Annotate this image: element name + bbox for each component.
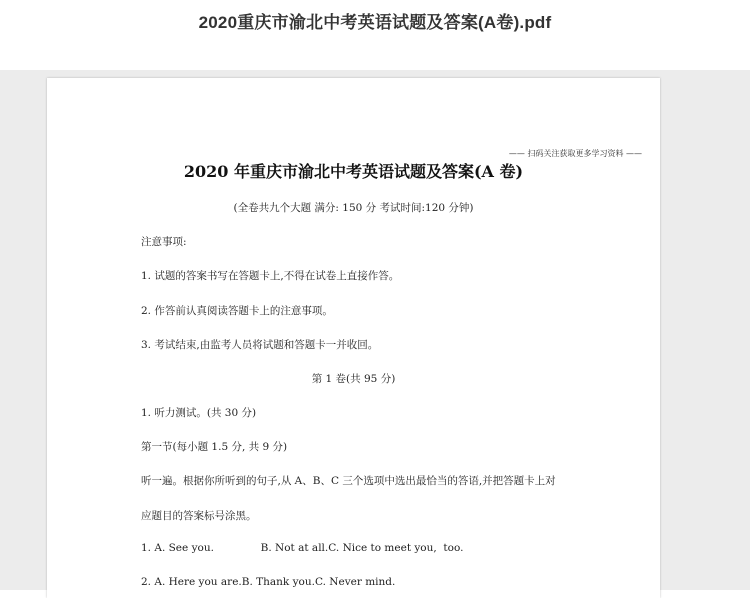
question-2: 2. A. Here you are.B. Thank you.C. Never mind. — [141, 576, 396, 588]
file-title: 2020重庆市渝北中考英语试题及答案(A卷).pdf — [198, 13, 552, 32]
pdf-page — [47, 78, 660, 598]
exam-info: (全卷共九个大题 满分: 150 分 考试时间:120 分钟) — [233, 202, 474, 214]
subsection-heading: 第一节(每小题 1.5 分, 共 9 分) — [141, 441, 288, 453]
notice-item-2: 2. 作答前认真阅读答题卡上的注意事项。 — [141, 305, 333, 317]
part-heading: 第 1 卷(共 95 分) — [311, 373, 396, 385]
section-heading: 1. 听力测试。(共 30 分) — [141, 407, 257, 419]
notice-item-3: 3. 考试结束,由监考人员将试题和答题卡一并收回。 — [141, 339, 379, 351]
instruction-line-2: 应题目的答案标号涂黑。 — [141, 510, 257, 522]
title-bar — [0, 0, 750, 70]
instruction-line-1: 听一遍。根据你所听到的句子,从 A、B、C 三个选项中选出最恰当的答语,并把答题卡上对 — [141, 475, 556, 487]
notice-item-1: 1. 试题的答案书写在答题卡上,不得在试卷上直接作答。 — [141, 270, 400, 282]
document-title: 2020 年重庆市渝北中考英语试题及答案(A 卷) — [183, 162, 524, 181]
question-1: 1. A. See you. B. Not at all.C. Nice to meet you, too. — [141, 542, 464, 554]
notice-heading: 注意事项: — [141, 236, 187, 248]
watermark-text: —— 扫码关注获取更多学习资料 —— — [508, 149, 642, 158]
